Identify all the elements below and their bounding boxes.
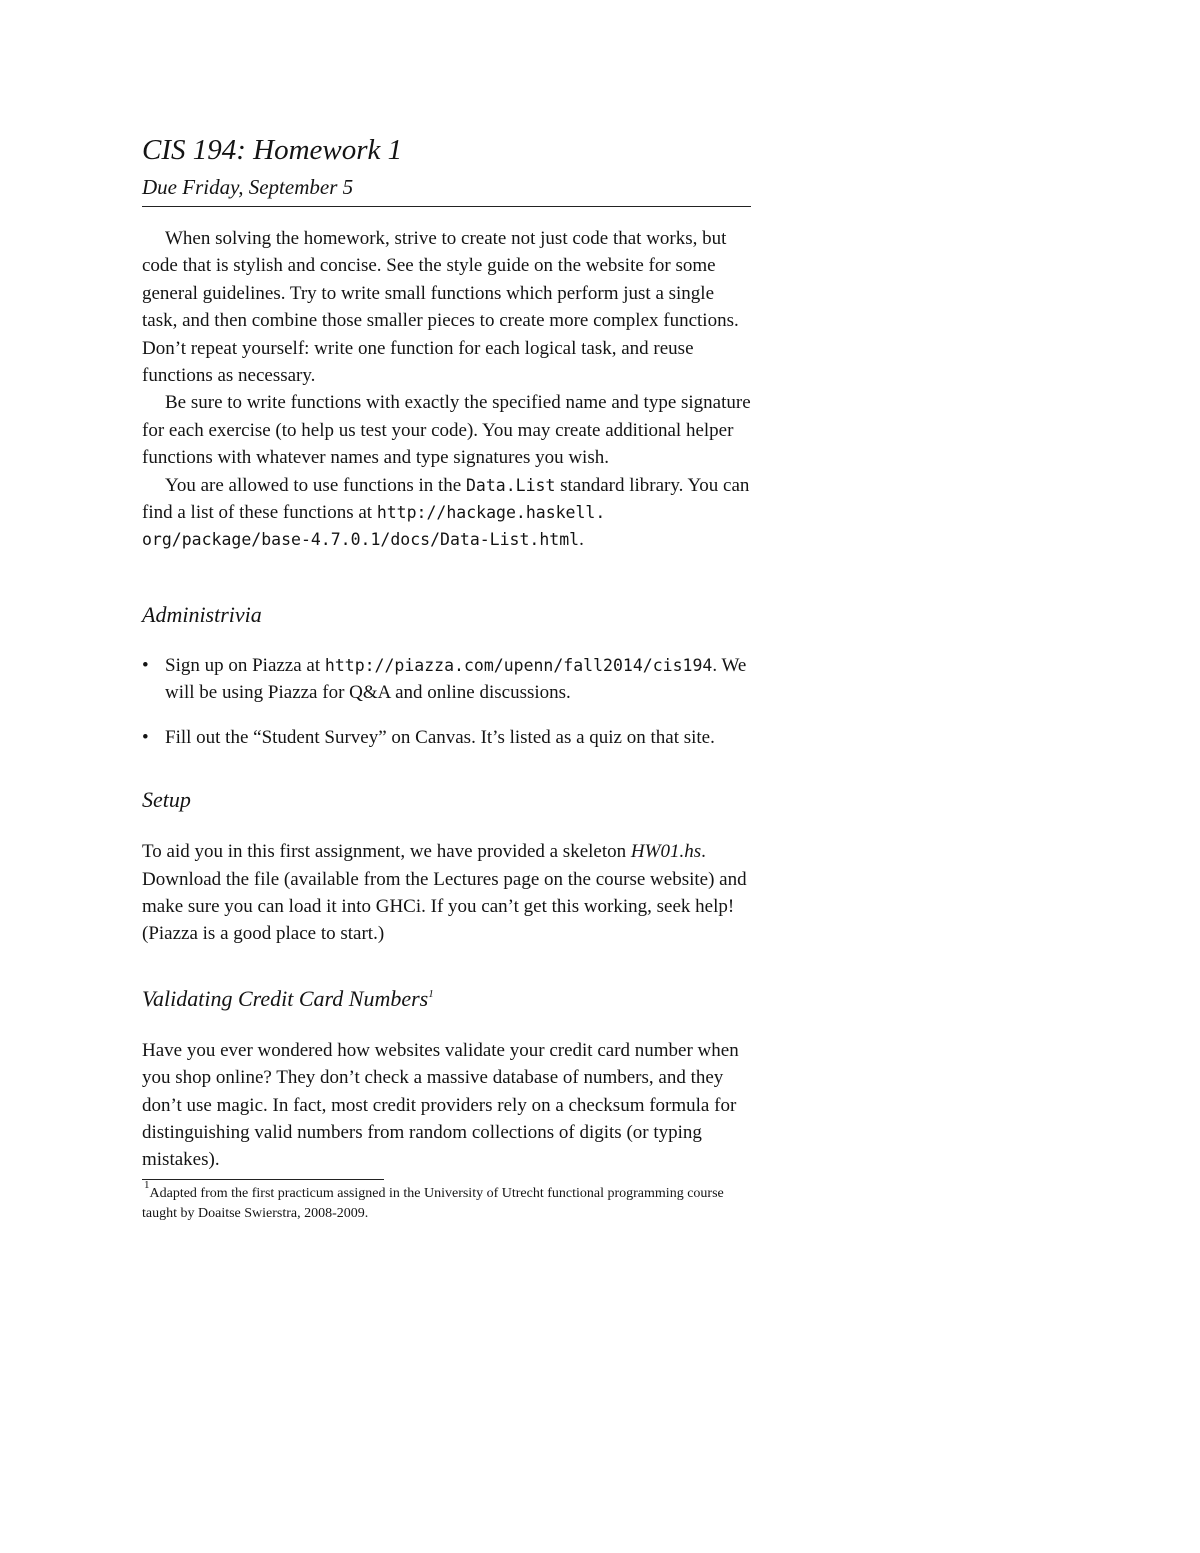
intro-paragraph-1: When solving the homework, strive to create not just code that works, but code that is stylish and concise. See the style guide on the website for some general guidelines. Try to write small functions which perform just a single task, and then combine those smaller pieces to create more complex functions. Don’t repeat yourself: write one function for each logical task, and reuse functions as necessary. — [142, 228, 739, 387]
intro-p3-end: . — [579, 529, 584, 551]
footnote — [142, 1178, 751, 1224]
skeleton-filename: HW01.hs — [630, 841, 702, 863]
validating-paragraph: Have you ever wondered how websites validate your credit card number when you shop online? They don’t check a massive database of numbers, and they don’t use magic. In fact, most credit providers rely on a checksum formula for distinguishing valid numbers from random collections of digits (or typing mistakes). — [142, 1039, 739, 1171]
setup-text-b: . Download the file (available from the Lectures page on the course website) and make sure you can load it into GHCi. If you can’t get this working, seek help! (Piazza is a good place to start.) — [142, 841, 747, 945]
item1-text-b: . We will be using Piazza for Q&A and online discussions. — [165, 654, 747, 704]
footnote-reference: 1 — [428, 987, 434, 1000]
list-item — [142, 724, 751, 751]
intro-paragraph-2: Be sure to write functions with exactly the specified name and type signature for each exercise (to help us test your code). You may create additional helper functions with whatever names and type signatures you wish. — [142, 392, 751, 469]
bullet-icon: • — [142, 654, 149, 676]
administrivia-list — [142, 652, 751, 751]
item1-text-a: Sign up on Piazza at — [165, 654, 325, 676]
piazza-url[interactable]: http://piazza.com/upenn/fall2014/cis194 — [324, 655, 713, 675]
title-rule — [142, 206, 751, 207]
intro-paragraph-3 — [142, 472, 751, 554]
intro-p3-text-b: standard library. You can find a list of these functions at — [142, 474, 750, 524]
validating-heading-text: Validating Credit Card Numbers — [142, 985, 429, 1011]
intro-section — [142, 225, 751, 554]
setup-paragraph — [142, 838, 751, 948]
footnote-mark: 1 — [144, 1178, 150, 1191]
setup-heading: Setup — [142, 787, 191, 813]
validating-heading — [142, 984, 751, 1014]
data-list-code: Data.List — [465, 475, 556, 495]
footnote-text: Adapted from the first practicum assigned in the University of Utrecht functional programming course taught by Doaitse Swierstra, 2008-2009. — [142, 1185, 724, 1221]
list-item — [142, 652, 751, 707]
administrivia-heading: Administrivia — [142, 601, 262, 627]
item2-text: Fill out the “Student Survey” on Canvas. It’s listed as a quiz on that site. — [165, 726, 715, 748]
hackage-url-part-1[interactable]: http://hackage.haskell. — [376, 503, 606, 523]
document-page — [142, 132, 751, 1224]
page-title: CIS 194: Homework 1 — [142, 134, 403, 166]
setup-text-a: To aid you in this first assignment, we have provided a skeleton — [142, 841, 631, 863]
footnote-rule — [142, 1179, 384, 1180]
bullet-icon: • — [142, 726, 149, 748]
intro-p3-text-a: You are allowed to use functions in the — [165, 474, 466, 496]
due-date: Due Friday, September 5 — [142, 175, 354, 199]
hackage-url-part-2[interactable]: org/package/base-4.7.0.1/docs/Data-List.html — [142, 530, 580, 550]
